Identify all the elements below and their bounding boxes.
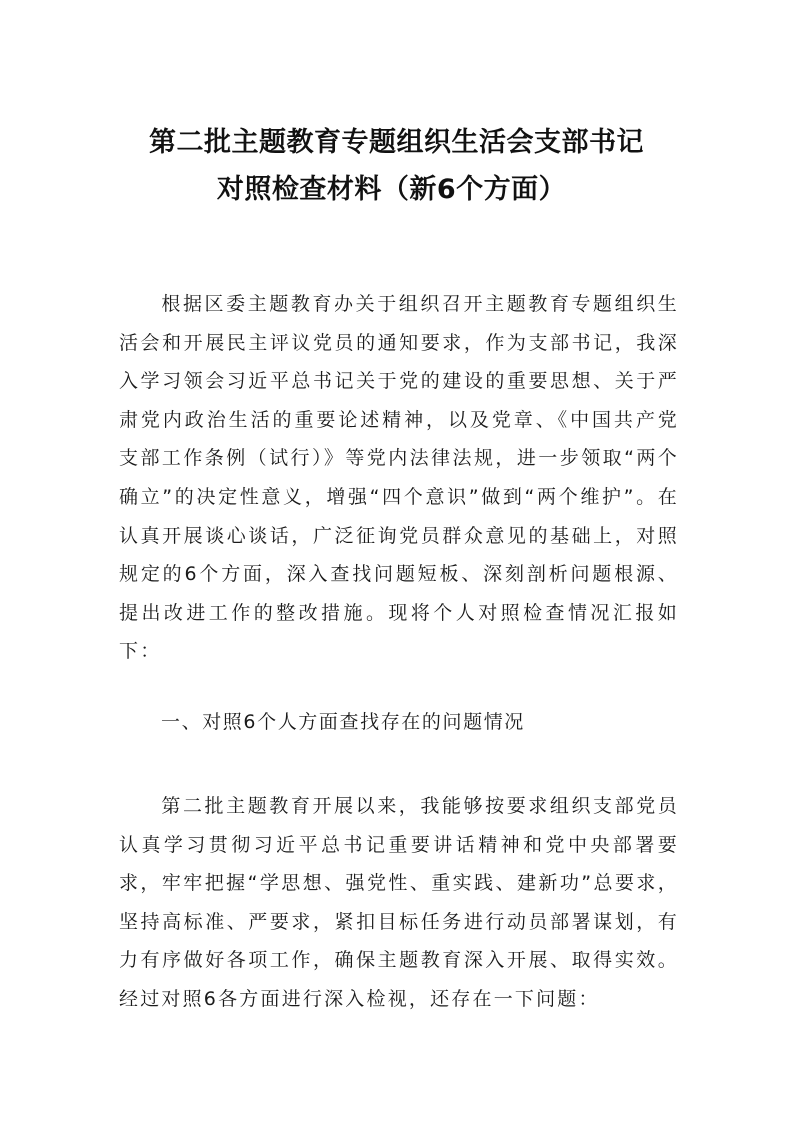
body-paragraph bbox=[119, 787, 679, 1019]
intro-paragraph-text: 根据区委主题教育办关于组织召开主题教育专题组织生活会和开展民主评议党员的通知要求，作为支部书记，我深入学习领会习近平总书记关于党的建设的重要思想、关于严肃党内政治生活的重要论述精神，以及党章、《中国共产党支部工作条例（试行）》等党内法律法规，进一步领取“两个确立”的决定性意义，增强“四个意识”做到“两个维护”。在认真开展谈心谈话，广泛征询党员群众意见的基础上，对照规定的6个方面，深入查找问题短板、深刻剖析问题根源、提出改进工作的整改措施。现将个人对照检查情况汇报如下： bbox=[119, 293, 679, 663]
body-paragraph-text: 第二批主题教育开展以来，我能够按要求组织支部党员认真学习贯彻习近平总书记重要讲话精神和党中央部署要求，牢牢把握“学思想、强党性、重实践、建新功”总要求，坚持高标准、严要求，紧扣目标任务进行动员部署谋划，有力有序做好各项工作，确保主题教育深入开展、取得实效。经过对照6各方面进行深入检视，还存在一下问题： bbox=[119, 795, 679, 1010]
section-heading: 一、对照6个人方面查找存在的问题情况 bbox=[161, 711, 525, 733]
document-title-line-2: 对照检查材料（新6个方面） bbox=[216, 174, 567, 205]
intro-paragraph bbox=[119, 285, 679, 671]
document-title-line-1: 第二批主题教育专题组织生活会支部书记 bbox=[149, 127, 644, 158]
